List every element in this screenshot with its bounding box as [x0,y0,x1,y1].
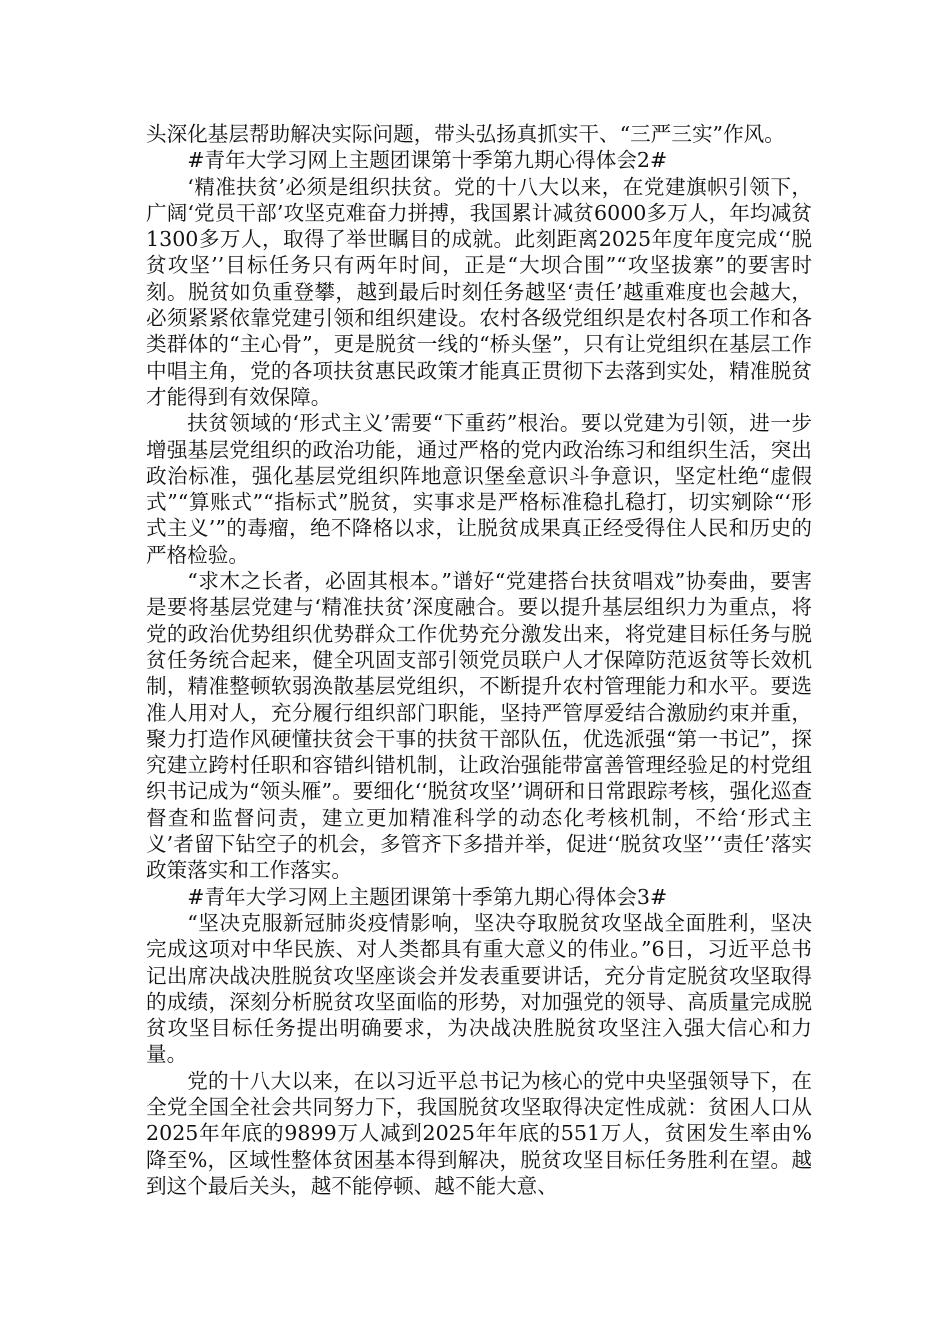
paragraph-party-building: “求木之长者，必固其根本。”谱好“党建搭台扶贫唱戏”协奏曲，要害是要将基层党建与‘精准扶贫’深度融合。要以提升基层组织力为重点，将党的政治优势组织优势群众工作优势充分激发出来，将党建目标任务与脱贫任务统合起来，健全巩固支部引领党员联户人才保障防范返贫等长效机制，精准整顿软弱涣散基层党组织，不断提升农村管理能力和水平。要选准人用对人，充分履行组织部门职能，坚持严管厚爱结合激励约束并重，聚力打造作风硬懂扶贫会干事的扶贫干部队伍，优选派强“第一书记”，探究建立跨村任职和容错纠错机制，让政治强能带富善管理经验足的村党组织书记成为“领头雁”。要细化‘‘脱贫攻坚’’调研和日常跟踪考核，强化巡查督查和监督问责，建立更加精准科学的动态化考核机制，不给‘形式主义’者留下钻空子的机会，多管齐下多措并举，促进‘‘脱贫攻坚’’‘责任’落实政策落实和工作落实。 [146,569,812,883]
paragraph-achievements: 党的十八大以来，在以习近平总书记为核心的党中央坚强领导下，在全党全国全社会共同努力下，我国脱贫攻坚取得决定性成就：贫困人口从2025年年底的9899万人减到2025年年底的551万人，贫困发生率由%降至%，区域性整体贫困基本得到解决，脱贫攻坚目标任务胜利在望。越到这个最后关头，越不能停顿、越不能大意、 [146,1068,812,1198]
paragraph-formalism: 扶贫领域的‘形式主义’需要“下重药”根治。要以党建为引领，进一步增强基层党组织的政治功能，通过严格的党内政治练习和组织生活，突出政治标准，强化基层党组织阵地意识堡垒意识斗争意识，坚定杜绝“虚假式”“算账式”“指标式”脱贫，实事求是严格标准稳扎稳打，切实剜除“‘形式主义’”的毒瘤，绝不降格以求，让脱贫成果真正经受得住人民和历史的严格检验。 [146,411,812,567]
paragraph-precision-poverty: ‘精准扶贫’必须是组织扶贫。党的十八大以来，在党建旗帜引领下，广阔‘党员干部’攻坚克难奋力拼搏，我国累计减贫6000多万人，年均减贫1300多万人，取得了举世瞩目的成就。此刻距离2025年度年度完成‘‘脱贫攻坚’’目标任务只有两年时间，正是“大坝合围”“攻坚拔寨”的要害时刻。脱贫如负重登攀，越到最后时刻任务越坚‘责任’越重难度也会越大，必须紧紧依靠党建引领和组织建设。农村各级党组织是农村各项工作和各类群体的“主心骨”，更是脱贫一线的“桥头堡”，只有让党组织在基层工作中唱主角，党的各项扶贫惠民政策才能真正贯彻下去落到实处，精准脱贫才能得到有效保障。 [146,174,812,409]
document-page [146,121,812,1199]
paragraph-continuation: 头深化基层帮助解决实际问题，带头弘扬真抓实干、“三严三实”作风。 [146,122,785,146]
section-heading-2: #青年大学习网上主题团课第十季第九期心得体会2# [187,148,668,173]
section-heading-3: #青年大学习网上主题团课第十季第九期心得体会3# [187,884,668,909]
paragraph-decisive-victory: “坚决克服新冠肺炎疫情影响，坚决夺取脱贫攻坚战全面胜利，坚决完成这项对中华民族、对人类都具有重大意义的伟业。”6日，习近平总书记出席决战决胜脱贫攻坚座谈会并发表重要讲话，充分肯定脱贫攻坚取得的成绩，深刻分析脱贫攻坚面临的形势，对加强党的领导、高质量完成脱贫攻坚目标任务提出明确要求，为决战决胜脱贫攻坚注入强大信心和力量。 [146,910,812,1067]
